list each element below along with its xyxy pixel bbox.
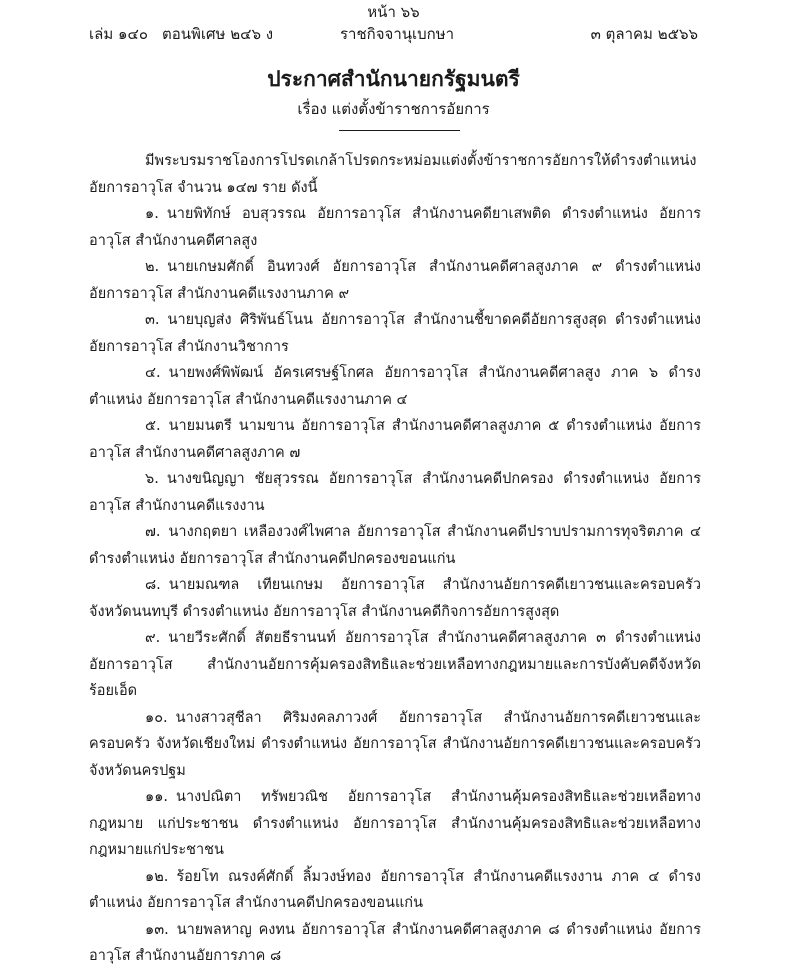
list-item: [89, 625, 701, 705]
item-text: นายมณฑล เทียนเกษม อัยการอาวุโส สำนักงานอัยการคดีเยาวชนและครอบครัว จังหวัดนนทบุรี ดำรงตำแหน่ง อัยการอาวุโส สำนักงานคดีกิจการอัยการสูงสุด: [89, 577, 701, 620]
list-item: [89, 360, 701, 413]
title-divider: [339, 130, 460, 131]
item-number: ๑๐.: [145, 709, 168, 726]
document-subject: เรื่อง แต่งตั้งข้าราชการอัยการ: [297, 100, 490, 118]
list-item: [89, 519, 701, 572]
item-text: นายพงศ์พิพัฒน์ อัครเศรษฐ์โกศล อัยการอาวุโส สำนักงานคดีศาลสูง ภาค ๖ ดำรงตำแหน่ง อัยการอาวุโส สำนักงานคดีแรงงานภาค ๔: [89, 365, 701, 408]
item-number: ๑๓.: [145, 921, 169, 938]
page-number: หน้า ๖๖: [367, 3, 420, 21]
list-item: [89, 572, 701, 625]
item-text: นายมนตรี นามขาน อัยการอาวุโส สำนักงานคดีศาลสูงภาค ๕ ดำรงตำแหน่ง อัยการอาวุโส สำนักงานคดีศาลสูงภาค ๗: [89, 418, 701, 461]
list-item: [89, 917, 701, 970]
item-number: ๕.: [145, 418, 161, 434]
item-text: นายพิทักษ์ อบสุวรรณ อัยการอาวุโส สำนักงานคดียาเสพติด ดำรงตำแหน่ง อัยการอาวุโส สำนักงานคดีศาลสูง: [89, 206, 701, 249]
list-item: [89, 254, 701, 307]
header-date: ๓ ตุลาคม ๒๕๖๖: [590, 25, 698, 43]
item-number: ๑๑.: [145, 789, 169, 805]
item-text: ร้อยโท ณรงค์ศักดิ์ ลิ้มวงษ์ทอง อัยการอาวุโส สำนักงานคดีแรงงาน ภาค ๔ ดำรงตำแหน่ง อัยการอาวุโส สำนักงานคดีปกครองขอนแก่น: [89, 868, 701, 911]
item-text: นางปณิตา ทรัพยวณิช อัยการอาวุโส สำนักงานคุ้มครองสิทธิและช่วยเหลือทางกฎหมาย แก่ประชาชน ดำรงตำแหน่ง อัยการอาวุโส สำนักงานคุ้มครองสิทธิและช่วยเหลือทางกฎหมายแก่ประชาชน: [89, 789, 701, 858]
document-body: [89, 148, 701, 970]
issue-label: ตอนพิเศษ ๒๔๖ ง: [162, 25, 274, 43]
item-number: ๙.: [145, 630, 161, 646]
appointment-list: [89, 201, 701, 970]
list-item: [89, 201, 701, 254]
list-item: [89, 864, 701, 917]
item-number: ๑.: [145, 206, 159, 222]
item-number: ๒.: [145, 259, 160, 275]
list-item: [89, 784, 701, 864]
item-number: ๑๒.: [145, 868, 169, 885]
list-item: [89, 705, 701, 785]
gazette-header: [89, 24, 698, 44]
intro-paragraph: มีพระบรมราชโองการโปรดเกล้าโปรดกระหม่อมแต่งตั้งข้าราชการอัยการให้ดำรงตำแหน่ง อัยการอาวุโส จำนวน ๑๔๗ ราย ดังนี้: [89, 153, 697, 196]
item-number: ๖.: [145, 471, 159, 487]
item-text: นางขนิญญา ชัยสุวรรณ อัยการอาวุโส สำนักงานคดีปกครอง ดำรงตำแหน่ง อัยการอาวุโส สำนักงานคดีแรงงาน: [89, 471, 701, 514]
document-title: ประกาศสำนักนายกรัฐมนตรี: [267, 66, 520, 91]
list-item: [89, 466, 701, 519]
item-number: ๓.: [145, 312, 160, 328]
item-text: นายเกษมศักดิ์ อินทวงศ์ อัยการอาวุโส สำนักงานคดีศาลสูงภาค ๙ ดำรงตำแหน่ง อัยการอาวุโส สำนักงานคดีแรงงานภาค ๙: [89, 259, 701, 302]
header-left: [89, 24, 287, 44]
item-number: ๔.: [145, 365, 161, 381]
item-number: ๗.: [145, 524, 161, 540]
item-text: นายวีระศักดิ์ สัตยธีรานนท์ อัยการอาวุโส สำนักงานคดีศาลสูงภาค ๓ ดำรงตำแหน่ง อัยการอาวุโส สำนักงานอัยการคุ้มครองสิทธิและช่วยเหลือทางกฎหมายและการบังคับคดีจังหวัดร้อยเอ็ด: [89, 630, 701, 699]
gazette-name: ราชกิจจานุเบกษา: [340, 25, 455, 43]
volume-label: เล่ม ๑๔๐: [89, 25, 149, 43]
item-text: นายพลหาญ คงทน อัยการอาวุโส สำนักงานคดีศาลสูงภาค ๘ ดำรงตำแหน่ง อัยการอาวุโส สำนักงานอัยการภาค ๘: [89, 921, 701, 964]
list-item: [89, 413, 701, 466]
list-item: [89, 307, 701, 360]
item-text: นายบุญส่ง ศิริพันธ์โนน อัยการอาวุโส สำนักงานชี้ขาดคดีอัยการสูงสุด ดำรงตำแหน่ง อัยการอาวุโส สำนักงานวิชาการ: [89, 312, 701, 355]
item-number: ๘.: [145, 577, 161, 593]
item-text: นางสาวสุชีลา ศิริมงคลภาวงศ์ อัยการอาวุโส สำนักงานอัยการคดีเยาวชนและครอบครัว จังหวัดเชียงใหม่ ดำรงตำแหน่ง อัยการอาวุโส สำนักงานอัยการคดีเยาวชนและครอบครัวจังหวัดนครปฐม: [89, 709, 701, 779]
item-text: นางกฤตยา เหลืองวงศ์ไพศาล อัยการอาวุโส สำนักงานคดีปราบปรามการทุจริตภาค ๔ ดำรงตำแหน่ง อัยการอาวุโส สำนักงานคดีปกครองขอนแก่น: [89, 524, 701, 567]
